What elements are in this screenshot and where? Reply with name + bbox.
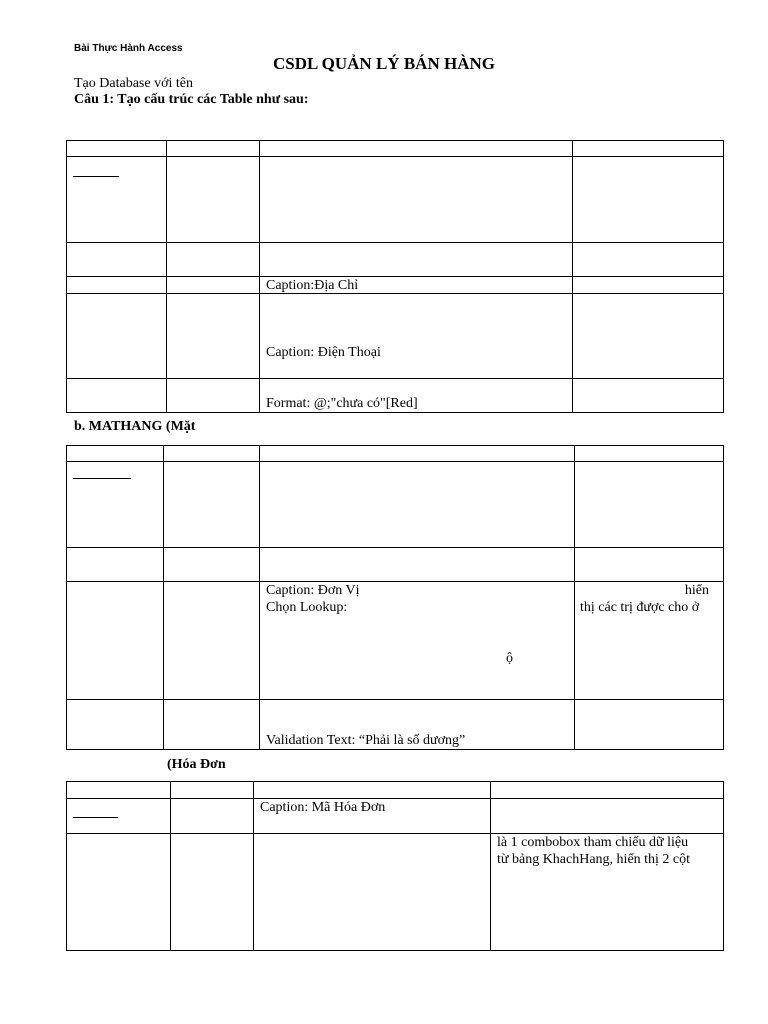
document-title: CSDL QUẢN LÝ BÁN HÀNG	[273, 54, 495, 73]
table-row	[67, 446, 724, 462]
table-row	[67, 834, 724, 951]
table-row	[67, 700, 724, 750]
table-row	[67, 277, 724, 294]
table-row	[67, 462, 724, 548]
table-mathang	[66, 445, 724, 750]
table-row	[67, 782, 724, 799]
intro-line: Tạo Database với tên	[74, 76, 193, 91]
table-row	[67, 548, 724, 582]
field-note: hiển	[684, 583, 709, 598]
field-note: thị các trị được cho ở	[580, 600, 700, 615]
table-row	[67, 157, 724, 243]
table-row	[67, 582, 724, 700]
question-heading: Câu 1: Tạo cấu trúc các Table như sau:	[74, 92, 309, 107]
table-row	[67, 243, 724, 277]
field-description: Caption: Đơn Vị	[266, 583, 360, 598]
field-description: Caption: Mã Hóa Đơn	[260, 800, 386, 815]
page-header-label: Bài Thực Hành Access	[74, 43, 183, 54]
field-description: Caption: Điện Thoại	[266, 345, 381, 360]
field-note: từ bảng KhachHang, hiển thị 2 cột	[497, 852, 691, 867]
key-field-underline	[73, 817, 118, 818]
field-description: Format: @;"chưa có"[Red]	[266, 396, 418, 411]
table-row	[67, 379, 724, 413]
table-row	[67, 799, 724, 834]
table-row	[67, 294, 724, 379]
field-note: là 1 combobox tham chiếu dữ liệu	[497, 835, 689, 850]
table-hoadon	[66, 781, 724, 951]
field-description: Caption:Địa Chỉ	[266, 278, 359, 293]
field-description: ộ	[506, 651, 513, 666]
key-field-underline	[73, 478, 131, 479]
key-field-underline	[73, 176, 119, 177]
table-row	[67, 141, 724, 157]
field-description: Validation Text: “Phải là số dương”	[266, 733, 466, 748]
section-heading-mathang: b. MATHANG (Mặt	[74, 419, 196, 434]
field-description: Chọn Lookup:	[266, 600, 348, 615]
section-heading-hoadon: (Hóa Đơn	[167, 757, 226, 772]
table-khachhang	[66, 140, 724, 413]
